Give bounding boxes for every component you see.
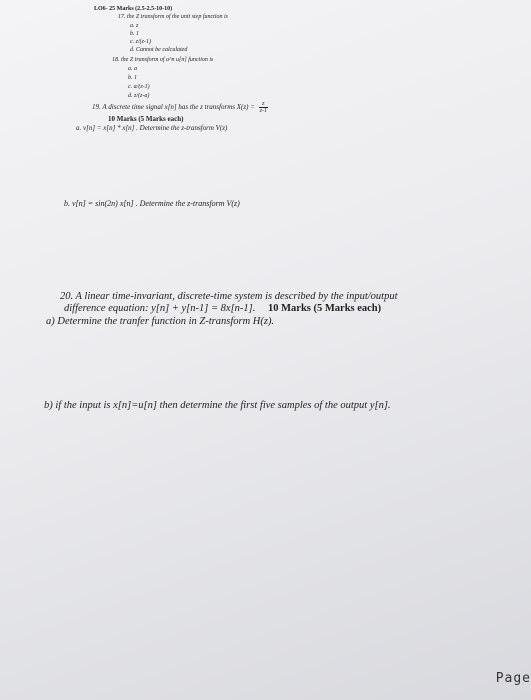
- question-20-stem: 20. A linear time-invariant, discrete-time system is described by the input/output: [60, 291, 398, 302]
- question-18-stem: 18. the Z transform of a^n u[n] function is: [112, 57, 214, 63]
- question-20-equation: [64, 304, 381, 315]
- marks-header: LO6- 25 Marks (2.5-2.5-10-10): [94, 6, 173, 12]
- question-18-option-d: d. z/(z-a): [128, 93, 150, 99]
- question-17-option-d: d. Cannot be calculated: [130, 47, 188, 53]
- question-19-marks: 10 Marks (5 Marks each): [108, 115, 184, 123]
- question-18-option-b: b. 1: [128, 75, 137, 81]
- question-20-equation-text: difference equation: y[n] + y[n-1] = 8x[n-1].: [64, 303, 256, 314]
- question-19-part-b: b. v[n] = sin(2n) x[n] . Determine the z-transform V(z): [64, 199, 240, 208]
- page-footer-label: Page: [495, 671, 531, 686]
- fraction-numerator: z: [259, 101, 268, 108]
- question-19-stem-text: 19. A discrete time signal x[n] has the z transforms X(z) =: [92, 103, 255, 112]
- question-17-option-c: c. z/(z-1): [130, 39, 151, 45]
- question-17-stem: 17. the Z transform of the unit step function is: [118, 14, 229, 20]
- question-18-option-a: a. a: [128, 66, 137, 72]
- fraction-denominator: z-1: [259, 108, 267, 114]
- question-20-marks: 10 Marks (5 Marks each): [268, 303, 382, 314]
- question-18-option-c: c. a/(z-1): [128, 84, 150, 90]
- question-20-part-a: a) Determine the tranfer function in Z-transform H(z).: [46, 316, 275, 327]
- question-17-option-b: b. 1: [130, 31, 139, 37]
- question-17-option-a: a. z: [130, 23, 139, 29]
- question-19-stem: [92, 101, 268, 114]
- transform-fraction: [259, 101, 268, 114]
- question-19-part-a: a. v[n] = x[n] * x[n] . Determine the z-transform V(z): [76, 124, 228, 132]
- question-20-part-b: b) if the input is x[n]=u[n] then determine the first five samples of the output y[n].: [44, 400, 391, 411]
